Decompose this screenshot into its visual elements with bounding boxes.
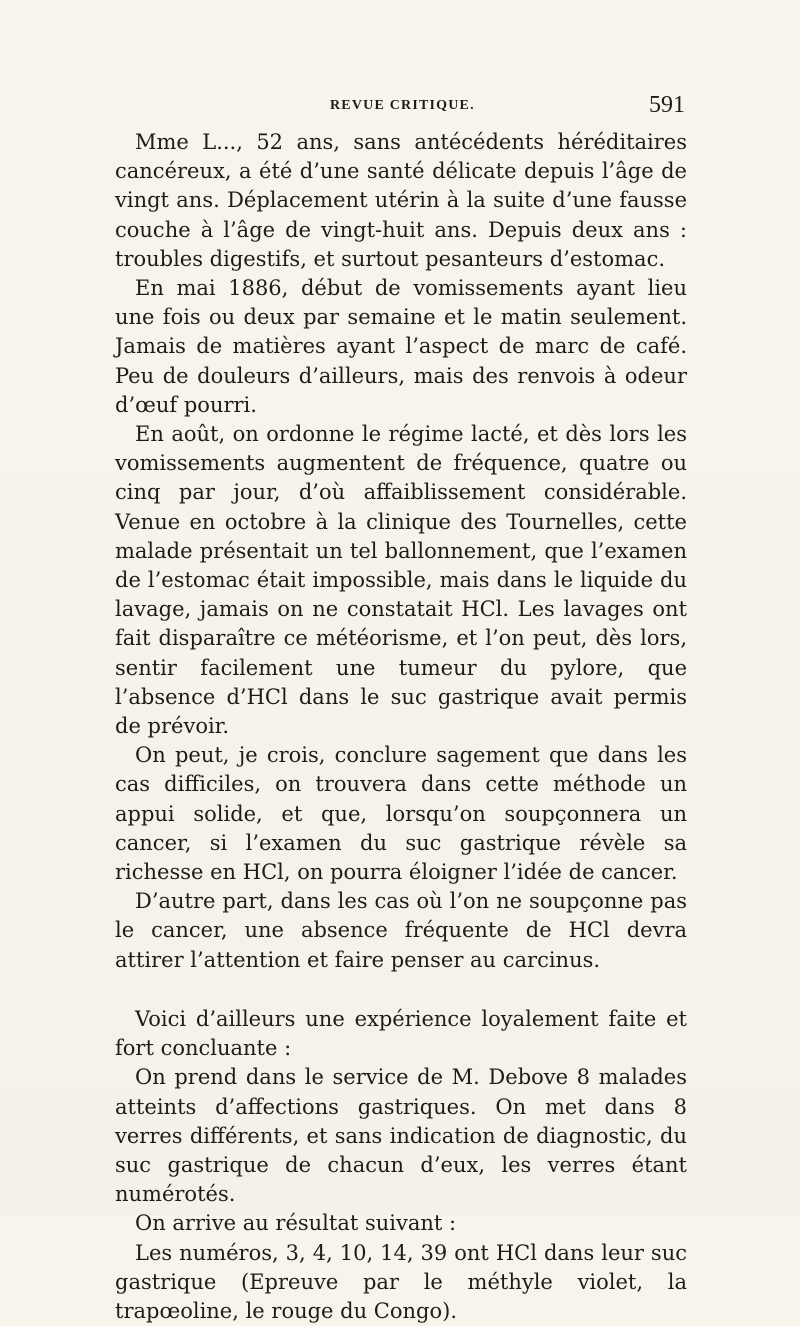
paragraph-vomiting-onset: En mai 1886, début de vomissements ayant lieu une fois ou deux par semaine et le matin seulement. Jamais de matières ayant l’aspect de marc de café. Peu de douleurs d’ailleurs, mais des renvois à odeur d’œuf pourri.	[115, 276, 687, 417]
paragraph-result-intro: On arrive au résultat suivant :	[135, 1211, 457, 1236]
running-title: REVUE CRITIQUE.	[330, 98, 475, 113]
paragraph-debove-service: On prend dans le service de M. Debove 8 malades atteints d’affections gastriques. On met dans 8 verres différents, et sans indication de diagnostic, du suc gastrique de chacun d’eux, les verres étant numérotés.	[115, 1065, 687, 1207]
page-body	[115, 128, 687, 1326]
paragraph-result-numbers: Les numéros, 3, 4, 10, 14, 39 ont HCl dans leur suc gastrique (Epreuve par le méthyle violet, la trapœoline, le rouge du Congo).	[115, 1240, 687, 1323]
paragraph-hcl-absence: D’autre part, dans les cas où l’on ne soupçonne pas le cancer, une absence fréquente de HCl devra attirer l’attention et faire penser au carcinus.	[115, 889, 687, 972]
paragraph-experiment-intro: Voici d’ailleurs une expérience loyalement faite et fort concluante :	[115, 1006, 687, 1061]
paragraph-case-history: Mme L..., 52 ans, sans antécédents héréditaires cancéreux, a été d’une santé délicate depuis l’âge de vingt ans. Déplacement utérin à la suite d’une fausse couche à l’âge de vingt-huit ans. Depuis deux ans : troubles digestifs, et surtout pesanteurs d’estomac.	[115, 130, 687, 271]
section-spacer	[115, 975, 687, 1005]
paragraph-conclusion: On peut, je crois, conclure sagement que dans les cas difficiles, on trouvera dans cette méthode un appui solide, et que, lorsqu’on soupçonnera un cancer, si l’examen du suc gastrique révèle sa richesse en HCl, on pourra éloigner l’idée de cancer.	[115, 743, 687, 885]
page-number: 591	[649, 92, 685, 118]
page-header	[115, 92, 685, 122]
paragraph-lacto-regime: En août, on ordonne le régime lacté, et dès lors les vomissements augmentent de fréquence, quatre ou cinq par jour, d’où affaiblissement considérable. Venue en octobre à la clinique des Tournelles, cette malade présentait un tel ballonnement, que l’examen de l’estomac était impossible, mais dans le liquide du lavage, jamais on ne constatait HCl. Les lavages ont fait disparaître ce météorisme, et l’on peut, dès lors, sentir facilement une tumeur du pylore, que l’absence d’HCl dans le suc gastrique avait permis de prévoir.	[115, 422, 687, 739]
